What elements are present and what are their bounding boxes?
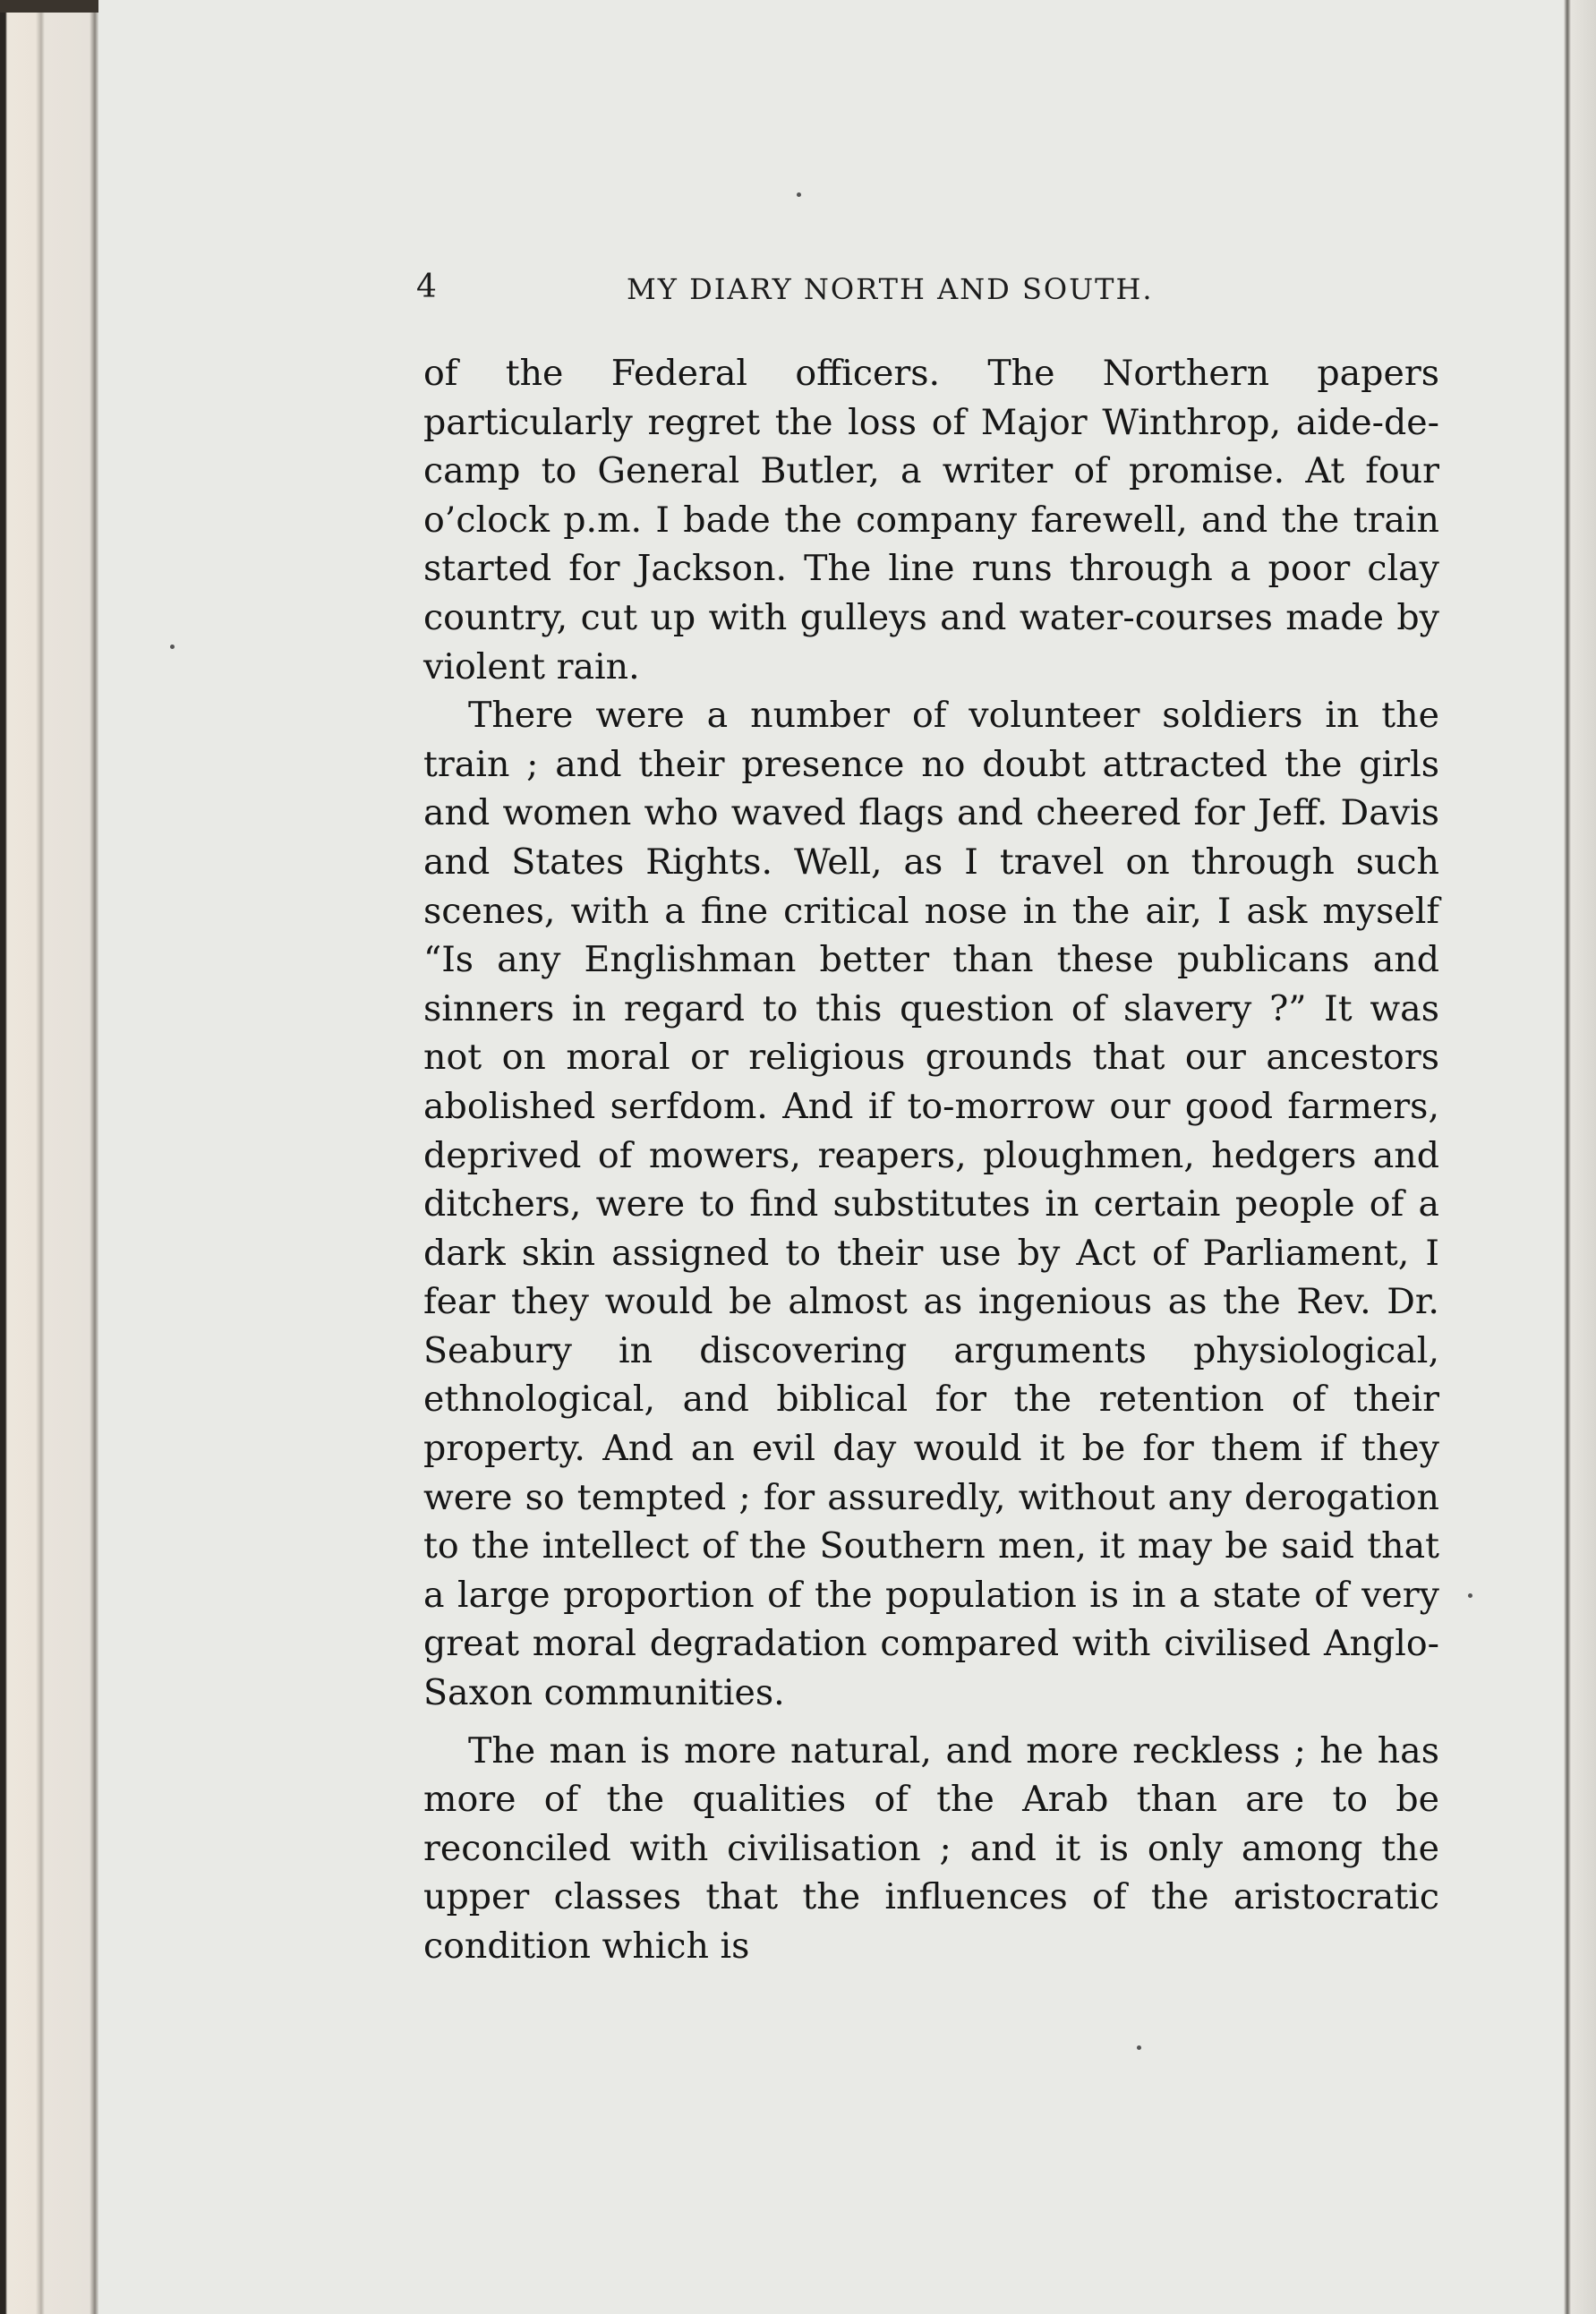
speck [170, 645, 175, 649]
speck [1468, 1593, 1472, 1598]
paragraph: There were a number of volunteer soldiers in the train ; and their presence no doubt attracted the girls and women who waved flags and cheered for Jeff. Davis and States Rights. Well, as I travel on through such scenes, with a fine critical nose in the air, I ask myself “Is any Englishman better than these publicans and sinners in regard to this question of slavery ?” It was not on moral or religious grounds that our ancestors abolished serfdom. And if to-morrow our good farmers, deprived of mowers, reapers, ploughmen, hedgers and ditchers, were to find substitutes in certain people of a dark skin assigned to their use by Act of Parliament, I fear they would be almost as ingenious as the Rev. Dr. Seabury in discovering arguments physiological, ethnological, and biblical for the retention of their property. And an evil day would it be for them if they were so tempted ; for assuredly, without any derogation to the intellect of the Southern men, it may be said that a large proportion of the population is in a state of very great moral degradation compared with civilised Anglo-Saxon communities. [423, 695, 1439, 1714]
paragraph: The man is more natural, and more reckless ; he has more of the qualities of the Arab than are to be reconciled with civilisation ; and it is only among the upper classes that the influences of the aristocratic condition which is [423, 1729, 1439, 1967]
body-text [423, 349, 1439, 1971]
page-header [416, 269, 1446, 313]
book-page-right-edge [1564, 0, 1596, 2314]
speck [1137, 2045, 1141, 2050]
page-number: 4 [416, 269, 437, 305]
book-page-edges [0, 0, 98, 2314]
paragraph: of the Federal officers. The Northern papers particularly regret the loss of Major Winthrop, aide-de-camp to General Butler, a writer of promise. At four o’clock p.m. I bade the company farewell, and the train started for Jackson. The line runs through a poor clay country, cut up with gulleys and water-courses made by violent rain. [423, 353, 1439, 687]
book-cover-corner [0, 0, 98, 13]
speck [797, 192, 801, 197]
running-title: MY DIARY NORTH AND SOUTH. [627, 272, 1154, 306]
